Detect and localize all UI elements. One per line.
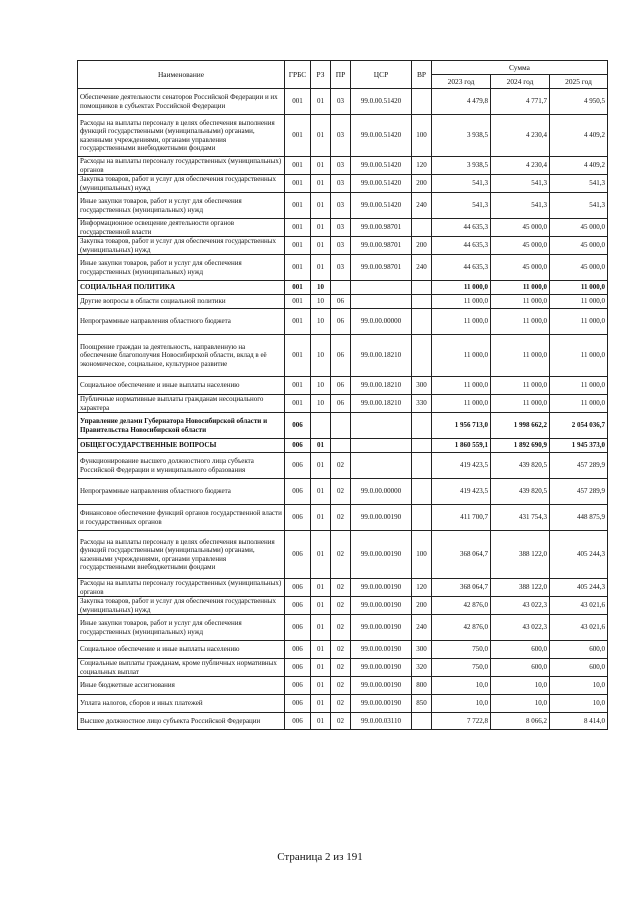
cell-csr: 99.0.00.51420 bbox=[351, 193, 412, 219]
cell-vr: 320 bbox=[412, 659, 432, 677]
cell-grbs: 001 bbox=[285, 175, 311, 193]
cell-2025: 45 000,0 bbox=[550, 237, 608, 255]
cell-grbs: 001 bbox=[285, 115, 311, 157]
cell-csr: 99.0.00.18210 bbox=[351, 377, 412, 395]
cell-pr: 02 bbox=[331, 677, 351, 695]
budget-table bbox=[77, 60, 608, 730]
header-pr: ПР bbox=[331, 61, 351, 89]
cell-2023: 419 423,5 bbox=[432, 479, 491, 505]
header-year-2023: 2023 год bbox=[432, 75, 491, 89]
table-header bbox=[78, 61, 608, 89]
cell-rz: 01 bbox=[311, 479, 331, 505]
cell-vr bbox=[412, 281, 432, 295]
header-rz: РЗ bbox=[311, 61, 331, 89]
cell-2023: 11 000,0 bbox=[432, 281, 491, 295]
table-row bbox=[78, 309, 608, 335]
cell-2025: 4 409,2 bbox=[550, 115, 608, 157]
table-row bbox=[78, 453, 608, 479]
cell-grbs: 006 bbox=[285, 413, 311, 439]
cell-2024: 4 230,4 bbox=[491, 157, 550, 175]
cell-grbs: 006 bbox=[285, 453, 311, 479]
cell-2025: 11 000,0 bbox=[550, 281, 608, 295]
cell-2024: 541,3 bbox=[491, 175, 550, 193]
cell-grbs: 001 bbox=[285, 295, 311, 309]
cell-2024: 439 820,5 bbox=[491, 453, 550, 479]
cell-2025: 457 289,9 bbox=[550, 479, 608, 505]
cell-rz: 01 bbox=[311, 641, 331, 659]
header-grbs: ГРБС bbox=[285, 61, 311, 89]
cell-rz: 10 bbox=[311, 395, 331, 413]
cell-csr: 99.0.00.51420 bbox=[351, 157, 412, 175]
cell-2025: 2 054 036,7 bbox=[550, 413, 608, 439]
cell-grbs: 001 bbox=[285, 377, 311, 395]
cell-2025: 541,3 bbox=[550, 193, 608, 219]
cell-2023: 11 000,0 bbox=[432, 309, 491, 335]
cell-csr bbox=[351, 281, 412, 295]
cell-rz: 01 bbox=[311, 157, 331, 175]
cell-2023: 3 938,5 bbox=[432, 157, 491, 175]
cell-grbs: 006 bbox=[285, 439, 311, 453]
cell-csr bbox=[351, 295, 412, 309]
cell-vr: 100 bbox=[412, 115, 432, 157]
cell-2024: 4 230,4 bbox=[491, 115, 550, 157]
cell-pr: 02 bbox=[331, 597, 351, 615]
cell-2024: 10,0 bbox=[491, 695, 550, 713]
cell-vr: 850 bbox=[412, 695, 432, 713]
cell-name: Непрограммные направления областного бюджета bbox=[78, 479, 285, 505]
cell-2023: 11 000,0 bbox=[432, 377, 491, 395]
cell-rz: 01 bbox=[311, 219, 331, 237]
cell-2023: 411 700,7 bbox=[432, 505, 491, 531]
cell-csr: 99.0.00.00190 bbox=[351, 677, 412, 695]
cell-name: Публичные нормативные выплаты гражданам несоциального характера bbox=[78, 395, 285, 413]
cell-vr: 330 bbox=[412, 395, 432, 413]
cell-2025: 600,0 bbox=[550, 641, 608, 659]
cell-pr: 02 bbox=[331, 505, 351, 531]
cell-2025: 1 945 373,0 bbox=[550, 439, 608, 453]
cell-grbs: 006 bbox=[285, 659, 311, 677]
table-row bbox=[78, 281, 608, 295]
cell-2023: 44 635,3 bbox=[432, 237, 491, 255]
cell-vr: 100 bbox=[412, 531, 432, 579]
cell-2024: 10,0 bbox=[491, 677, 550, 695]
cell-2024: 541,3 bbox=[491, 193, 550, 219]
cell-grbs: 006 bbox=[285, 597, 311, 615]
table-row bbox=[78, 579, 608, 597]
cell-2025: 541,3 bbox=[550, 175, 608, 193]
header-name: Наименование bbox=[78, 61, 285, 89]
cell-csr: 99.0.00.98701 bbox=[351, 219, 412, 237]
cell-rz: 10 bbox=[311, 281, 331, 295]
cell-csr: 99.0.00.03110 bbox=[351, 713, 412, 730]
cell-2023: 11 000,0 bbox=[432, 395, 491, 413]
cell-grbs: 001 bbox=[285, 237, 311, 255]
table-row bbox=[78, 395, 608, 413]
cell-name: Социальное обеспечение и иные выплаты населению bbox=[78, 641, 285, 659]
cell-vr: 200 bbox=[412, 237, 432, 255]
cell-name: Расходы на выплаты персоналу государственных (муниципальных) органов bbox=[78, 157, 285, 175]
cell-pr: 03 bbox=[331, 193, 351, 219]
cell-2025: 10,0 bbox=[550, 695, 608, 713]
cell-2023: 11 000,0 bbox=[432, 335, 491, 377]
cell-2025: 11 000,0 bbox=[550, 377, 608, 395]
cell-pr: 03 bbox=[331, 175, 351, 193]
cell-grbs: 001 bbox=[285, 219, 311, 237]
table-row bbox=[78, 89, 608, 115]
table-row bbox=[78, 295, 608, 309]
cell-2023: 42 876,0 bbox=[432, 615, 491, 641]
cell-2025: 600,0 bbox=[550, 659, 608, 677]
cell-csr: 99.0.00.98701 bbox=[351, 255, 412, 281]
cell-grbs: 006 bbox=[285, 531, 311, 579]
cell-2023: 3 938,5 bbox=[432, 115, 491, 157]
cell-grbs: 001 bbox=[285, 157, 311, 175]
cell-2023: 750,0 bbox=[432, 641, 491, 659]
cell-2023: 368 064,7 bbox=[432, 579, 491, 597]
cell-vr: 240 bbox=[412, 255, 432, 281]
table-row bbox=[78, 219, 608, 237]
cell-2025: 43 021,6 bbox=[550, 615, 608, 641]
cell-grbs: 001 bbox=[285, 309, 311, 335]
table-row bbox=[78, 157, 608, 175]
cell-rz: 01 bbox=[311, 531, 331, 579]
table-row bbox=[78, 531, 608, 579]
table-row bbox=[78, 377, 608, 395]
cell-2023: 419 423,5 bbox=[432, 453, 491, 479]
cell-name: Закупка товаров, работ и услуг для обеспечения государственных (муниципальных) нужд bbox=[78, 175, 285, 193]
cell-rz: 01 bbox=[311, 439, 331, 453]
cell-name: Закупка товаров, работ и услуг для обеспечения государственных (муниципальных) нужд bbox=[78, 597, 285, 615]
cell-rz: 01 bbox=[311, 89, 331, 115]
cell-grbs: 001 bbox=[285, 193, 311, 219]
cell-2025: 11 000,0 bbox=[550, 309, 608, 335]
cell-csr: 99.0.00.00190 bbox=[351, 659, 412, 677]
cell-csr: 99.0.00.00000 bbox=[351, 309, 412, 335]
cell-2025: 405 244,3 bbox=[550, 579, 608, 597]
table-row bbox=[78, 175, 608, 193]
cell-vr bbox=[412, 413, 432, 439]
cell-rz: 01 bbox=[311, 115, 331, 157]
cell-pr: 02 bbox=[331, 695, 351, 713]
cell-vr bbox=[412, 219, 432, 237]
cell-name: Обеспечение деятельности сенаторов Российской Федерации и их помощников в субъектах Российской Федерации bbox=[78, 89, 285, 115]
cell-pr: 02 bbox=[331, 615, 351, 641]
cell-grbs: 006 bbox=[285, 479, 311, 505]
cell-vr: 300 bbox=[412, 641, 432, 659]
cell-pr: 03 bbox=[331, 115, 351, 157]
cell-2024: 1 892 690,9 bbox=[491, 439, 550, 453]
cell-pr: 03 bbox=[331, 219, 351, 237]
cell-2024: 43 022,3 bbox=[491, 597, 550, 615]
cell-vr: 240 bbox=[412, 193, 432, 219]
cell-name: Высшее должностное лицо субъекта Российской Федерации bbox=[78, 713, 285, 730]
cell-csr: 99.0.00.98701 bbox=[351, 237, 412, 255]
cell-2023: 750,0 bbox=[432, 659, 491, 677]
cell-pr: 02 bbox=[331, 453, 351, 479]
table-row bbox=[78, 505, 608, 531]
cell-pr: 02 bbox=[331, 579, 351, 597]
table-body bbox=[78, 89, 608, 730]
cell-rz: 01 bbox=[311, 615, 331, 641]
cell-name: Иные закупки товаров, работ и услуг для обеспечения государственных (муниципальных) нужд bbox=[78, 255, 285, 281]
table-row bbox=[78, 413, 608, 439]
cell-name: Уплата налогов, сборов и иных платежей bbox=[78, 695, 285, 713]
cell-pr: 06 bbox=[331, 309, 351, 335]
cell-2024: 11 000,0 bbox=[491, 395, 550, 413]
cell-2024: 8 066,2 bbox=[491, 713, 550, 730]
cell-pr: 02 bbox=[331, 659, 351, 677]
cell-vr: 200 bbox=[412, 175, 432, 193]
cell-vr bbox=[412, 309, 432, 335]
cell-2024: 431 754,3 bbox=[491, 505, 550, 531]
cell-2025: 11 000,0 bbox=[550, 335, 608, 377]
cell-csr: 99.0.00.00190 bbox=[351, 641, 412, 659]
cell-csr: 99.0.00.00190 bbox=[351, 615, 412, 641]
cell-2024: 11 000,0 bbox=[491, 335, 550, 377]
cell-rz: 10 bbox=[311, 377, 331, 395]
cell-csr: 99.0.00.00190 bbox=[351, 579, 412, 597]
cell-pr: 03 bbox=[331, 89, 351, 115]
cell-csr bbox=[351, 453, 412, 479]
cell-2024: 45 000,0 bbox=[491, 219, 550, 237]
cell-pr: 03 bbox=[331, 157, 351, 175]
cell-pr: 02 bbox=[331, 641, 351, 659]
cell-grbs: 001 bbox=[285, 395, 311, 413]
cell-2025: 457 289,9 bbox=[550, 453, 608, 479]
cell-2024: 600,0 bbox=[491, 659, 550, 677]
cell-grbs: 001 bbox=[285, 89, 311, 115]
cell-rz: 01 bbox=[311, 505, 331, 531]
cell-grbs: 001 bbox=[285, 255, 311, 281]
table-row bbox=[78, 713, 608, 730]
cell-pr: 06 bbox=[331, 335, 351, 377]
cell-name: Иные закупки товаров, работ и услуг для обеспечения государственных (муниципальных) нужд bbox=[78, 615, 285, 641]
table-row bbox=[78, 255, 608, 281]
cell-vr: 120 bbox=[412, 157, 432, 175]
cell-vr bbox=[412, 453, 432, 479]
cell-rz: 01 bbox=[311, 175, 331, 193]
cell-pr bbox=[331, 281, 351, 295]
cell-csr: 99.0.00.00190 bbox=[351, 531, 412, 579]
cell-grbs: 001 bbox=[285, 335, 311, 377]
cell-name: ОБЩЕГОСУДАРСТВЕННЫЕ ВОПРОСЫ bbox=[78, 439, 285, 453]
cell-csr: 99.0.00.51420 bbox=[351, 115, 412, 157]
cell-2023: 42 876,0 bbox=[432, 597, 491, 615]
cell-vr: 800 bbox=[412, 677, 432, 695]
cell-grbs: 006 bbox=[285, 695, 311, 713]
page-number: Страница 2 из 191 bbox=[277, 851, 363, 863]
cell-name: Социальное обеспечение и иные выплаты населению bbox=[78, 377, 285, 395]
cell-name: Другие вопросы в области социальной политики bbox=[78, 295, 285, 309]
cell-pr: 06 bbox=[331, 295, 351, 309]
cell-2024: 4 771,7 bbox=[491, 89, 550, 115]
cell-name: Иные закупки товаров, работ и услуг для обеспечения государственных (муниципальных) нужд bbox=[78, 193, 285, 219]
cell-rz: 01 bbox=[311, 193, 331, 219]
cell-2023: 10,0 bbox=[432, 677, 491, 695]
cell-name: СОЦИАЛЬНАЯ ПОЛИТИКА bbox=[78, 281, 285, 295]
cell-csr: 99.0.00.00190 bbox=[351, 505, 412, 531]
cell-2025: 405 244,3 bbox=[550, 531, 608, 579]
cell-grbs: 006 bbox=[285, 641, 311, 659]
cell-vr: 120 bbox=[412, 579, 432, 597]
table-row bbox=[78, 615, 608, 641]
cell-2023: 11 000,0 bbox=[432, 295, 491, 309]
cell-2023: 10,0 bbox=[432, 695, 491, 713]
cell-csr bbox=[351, 413, 412, 439]
cell-2023: 7 722,8 bbox=[432, 713, 491, 730]
cell-2024: 439 820,5 bbox=[491, 479, 550, 505]
cell-csr: 99.0.00.51420 bbox=[351, 175, 412, 193]
cell-2025: 4 950,5 bbox=[550, 89, 608, 115]
cell-pr: 03 bbox=[331, 255, 351, 281]
cell-rz: 01 bbox=[311, 453, 331, 479]
cell-rz: 10 bbox=[311, 295, 331, 309]
cell-vr bbox=[412, 89, 432, 115]
cell-2025: 45 000,0 bbox=[550, 219, 608, 237]
header-year-2025: 2025 год bbox=[550, 75, 608, 89]
cell-2024: 11 000,0 bbox=[491, 295, 550, 309]
cell-rz: 01 bbox=[311, 713, 331, 730]
cell-rz bbox=[311, 413, 331, 439]
cell-2024: 388 122,0 bbox=[491, 531, 550, 579]
cell-vr bbox=[412, 335, 432, 377]
cell-2023: 44 635,3 bbox=[432, 219, 491, 237]
cell-2023: 1 860 559,1 bbox=[432, 439, 491, 453]
cell-pr bbox=[331, 413, 351, 439]
table-row bbox=[78, 677, 608, 695]
cell-csr: 99.0.00.00190 bbox=[351, 695, 412, 713]
table-row bbox=[78, 115, 608, 157]
cell-vr: 200 bbox=[412, 597, 432, 615]
table-row bbox=[78, 335, 608, 377]
table-row bbox=[78, 597, 608, 615]
table-row bbox=[78, 659, 608, 677]
cell-2023: 1 956 713,0 bbox=[432, 413, 491, 439]
cell-2024: 600,0 bbox=[491, 641, 550, 659]
cell-2025: 10,0 bbox=[550, 677, 608, 695]
cell-2025: 11 000,0 bbox=[550, 395, 608, 413]
cell-vr bbox=[412, 505, 432, 531]
cell-rz: 01 bbox=[311, 659, 331, 677]
cell-csr: 99.0.00.00000 bbox=[351, 479, 412, 505]
cell-vr: 300 bbox=[412, 377, 432, 395]
cell-2025: 448 875,9 bbox=[550, 505, 608, 531]
cell-name: Расходы на выплаты персоналу в целях обеспечения выполнения функций государственными (муниципальными) органами, казенными учреждениями, органами управления государственными внебюджетными фондами bbox=[78, 115, 285, 157]
cell-rz: 01 bbox=[311, 255, 331, 281]
cell-name: Финансовое обеспечение функций органов государственной власти и государственных органов bbox=[78, 505, 285, 531]
cell-2024: 11 000,0 bbox=[491, 309, 550, 335]
cell-2023: 4 479,8 bbox=[432, 89, 491, 115]
cell-pr: 03 bbox=[331, 237, 351, 255]
cell-vr bbox=[412, 295, 432, 309]
budget-sheet bbox=[77, 60, 607, 730]
cell-rz: 01 bbox=[311, 677, 331, 695]
cell-pr bbox=[331, 439, 351, 453]
cell-2023: 44 635,3 bbox=[432, 255, 491, 281]
table-row bbox=[78, 193, 608, 219]
cell-csr bbox=[351, 439, 412, 453]
cell-name: Социальные выплаты гражданам, кроме публичных нормативных социальных выплат bbox=[78, 659, 285, 677]
table-row bbox=[78, 695, 608, 713]
cell-vr bbox=[412, 439, 432, 453]
cell-2024: 388 122,0 bbox=[491, 579, 550, 597]
header-sum: Сумма bbox=[432, 61, 608, 75]
cell-vr bbox=[412, 479, 432, 505]
cell-name: Поощрение граждан за деятельность, направленную на обеспечение благополучия Новосибирской области, вклад в её экономическое, социальное, культурное развитие bbox=[78, 335, 285, 377]
cell-pr: 06 bbox=[331, 377, 351, 395]
cell-2023: 368 064,7 bbox=[432, 531, 491, 579]
cell-2024: 45 000,0 bbox=[491, 237, 550, 255]
cell-name: Непрограммные направления областного бюджета bbox=[78, 309, 285, 335]
cell-name: Управление делами Губернатора Новосибирской области и Правительства Новосибирской области bbox=[78, 413, 285, 439]
cell-name: Функционирование высшего должностного лица субъекта Российской Федерации и муниципального образования bbox=[78, 453, 285, 479]
cell-pr: 06 bbox=[331, 395, 351, 413]
cell-pr: 02 bbox=[331, 531, 351, 579]
cell-2025: 11 000,0 bbox=[550, 295, 608, 309]
cell-2024: 11 000,0 bbox=[491, 377, 550, 395]
cell-rz: 01 bbox=[311, 579, 331, 597]
cell-2023: 541,3 bbox=[432, 175, 491, 193]
cell-csr: 99.0.00.51420 bbox=[351, 89, 412, 115]
cell-pr: 02 bbox=[331, 713, 351, 730]
cell-rz: 10 bbox=[311, 335, 331, 377]
cell-name: Иные бюджетные ассигнования bbox=[78, 677, 285, 695]
cell-pr: 02 bbox=[331, 479, 351, 505]
cell-2025: 4 409,2 bbox=[550, 157, 608, 175]
cell-2024: 43 022,3 bbox=[491, 615, 550, 641]
cell-2025: 43 021,6 bbox=[550, 597, 608, 615]
cell-name: Закупка товаров, работ и услуг для обеспечения государственных (муниципальных) нужд bbox=[78, 237, 285, 255]
table-row bbox=[78, 641, 608, 659]
cell-2024: 11 000,0 bbox=[491, 281, 550, 295]
cell-name: Расходы на выплаты персоналу государственных (муниципальных) органов bbox=[78, 579, 285, 597]
cell-2025: 45 000,0 bbox=[550, 255, 608, 281]
cell-csr: 99.0.00.18210 bbox=[351, 335, 412, 377]
cell-grbs: 006 bbox=[285, 615, 311, 641]
cell-csr: 99.0.00.00190 bbox=[351, 597, 412, 615]
cell-2024: 45 000,0 bbox=[491, 255, 550, 281]
cell-vr bbox=[412, 713, 432, 730]
cell-csr: 99.0.00.18210 bbox=[351, 395, 412, 413]
cell-vr: 240 bbox=[412, 615, 432, 641]
cell-grbs: 006 bbox=[285, 677, 311, 695]
table-row bbox=[78, 439, 608, 453]
cell-rz: 01 bbox=[311, 695, 331, 713]
cell-grbs: 006 bbox=[285, 579, 311, 597]
cell-2023: 541,3 bbox=[432, 193, 491, 219]
header-csr: ЦСР bbox=[351, 61, 412, 89]
cell-2024: 1 998 662,2 bbox=[491, 413, 550, 439]
cell-rz: 01 bbox=[311, 597, 331, 615]
cell-grbs: 006 bbox=[285, 505, 311, 531]
table-row bbox=[78, 479, 608, 505]
cell-2025: 8 414,0 bbox=[550, 713, 608, 730]
cell-rz: 01 bbox=[311, 237, 331, 255]
header-vr: ВР bbox=[412, 61, 432, 89]
cell-grbs: 006 bbox=[285, 713, 311, 730]
cell-grbs: 001 bbox=[285, 281, 311, 295]
cell-rz: 10 bbox=[311, 309, 331, 335]
header-year-2024: 2024 год bbox=[491, 75, 550, 89]
cell-name: Информационное освещение деятельности органов государственной власти bbox=[78, 219, 285, 237]
cell-name: Расходы на выплаты персоналу в целях обеспечения выполнения функций государственными (муниципальными) органами, казенными учреждениями, органами управления государственными внебюджетными фондами bbox=[78, 531, 285, 579]
table-row bbox=[78, 237, 608, 255]
